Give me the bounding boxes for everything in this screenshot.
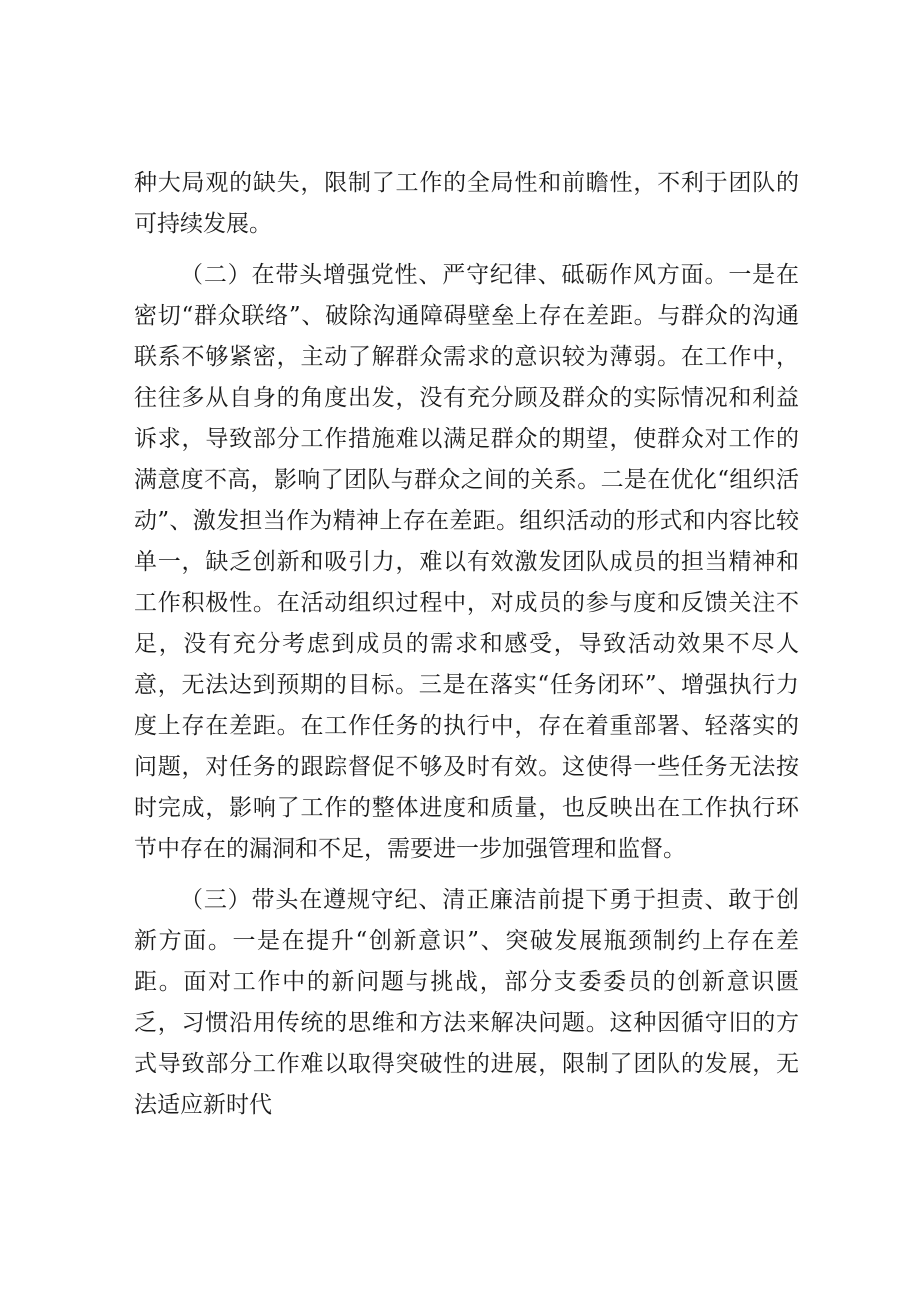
paragraph-section-3: （三）带头在遵规守纪、清正廉洁前提下勇于担责、敢于创新方面。一是在提升“创新意识”、突破发展瓶颈制约上存在差距。面对工作中的新问题与挑战，部分支委委员的创新意识匮乏，习惯沿用传统的思维和方法来解决问题。这种因循守旧的方式导致部分工作难以取得突破性的进展，限制了团队的发展，无法适应新时代 (134, 887, 799, 1118)
paragraph-continuation: 种大局观的缺失，限制了工作的全局性和前瞻性，不利于团队的可持续发展。 (134, 170, 799, 237)
paragraph-section-2: （二）在带头增强党性、严守纪律、砥砺作风方面。一是在密切“群众联络”、破除沟通障碍壁垒上存在差距。与群众的沟通联系不够紧密，主动了解群众需求的意识较为薄弱。在工作中，往往多从自身的角度出发，没有充分顾及群众的实际情况和利益诉求，导致部分工作措施难以满足群众的期望，使群众对工作的满意度不高，影响了团队与群众之间的关系。二是在优化“组织活动”、激发担当作为精神上存在差距。组织活动的形式和内容比较单一，缺乏创新和吸引力，难以有效激发团队成员的担当精神和工作积极性。在活动组织过程中，对成员的参与度和反馈关注不足，没有充分考虑到成员的需求和感受，导致活动效果不尽人意，无法达到预期的目标。三是在落实“任务闭环”、增强执行力度上存在差距。在工作任务的执行中，存在着重部署、轻落实的问题，对任务的跟踪督促不够及时有效。这使得一些任务无法按时完成，影响了工作的整体进度和质量，也反映出在工作执行环节中存在的漏洞和不足，需要进一步加强管理和监督。 (134, 262, 799, 862)
document-body (134, 163, 799, 1126)
